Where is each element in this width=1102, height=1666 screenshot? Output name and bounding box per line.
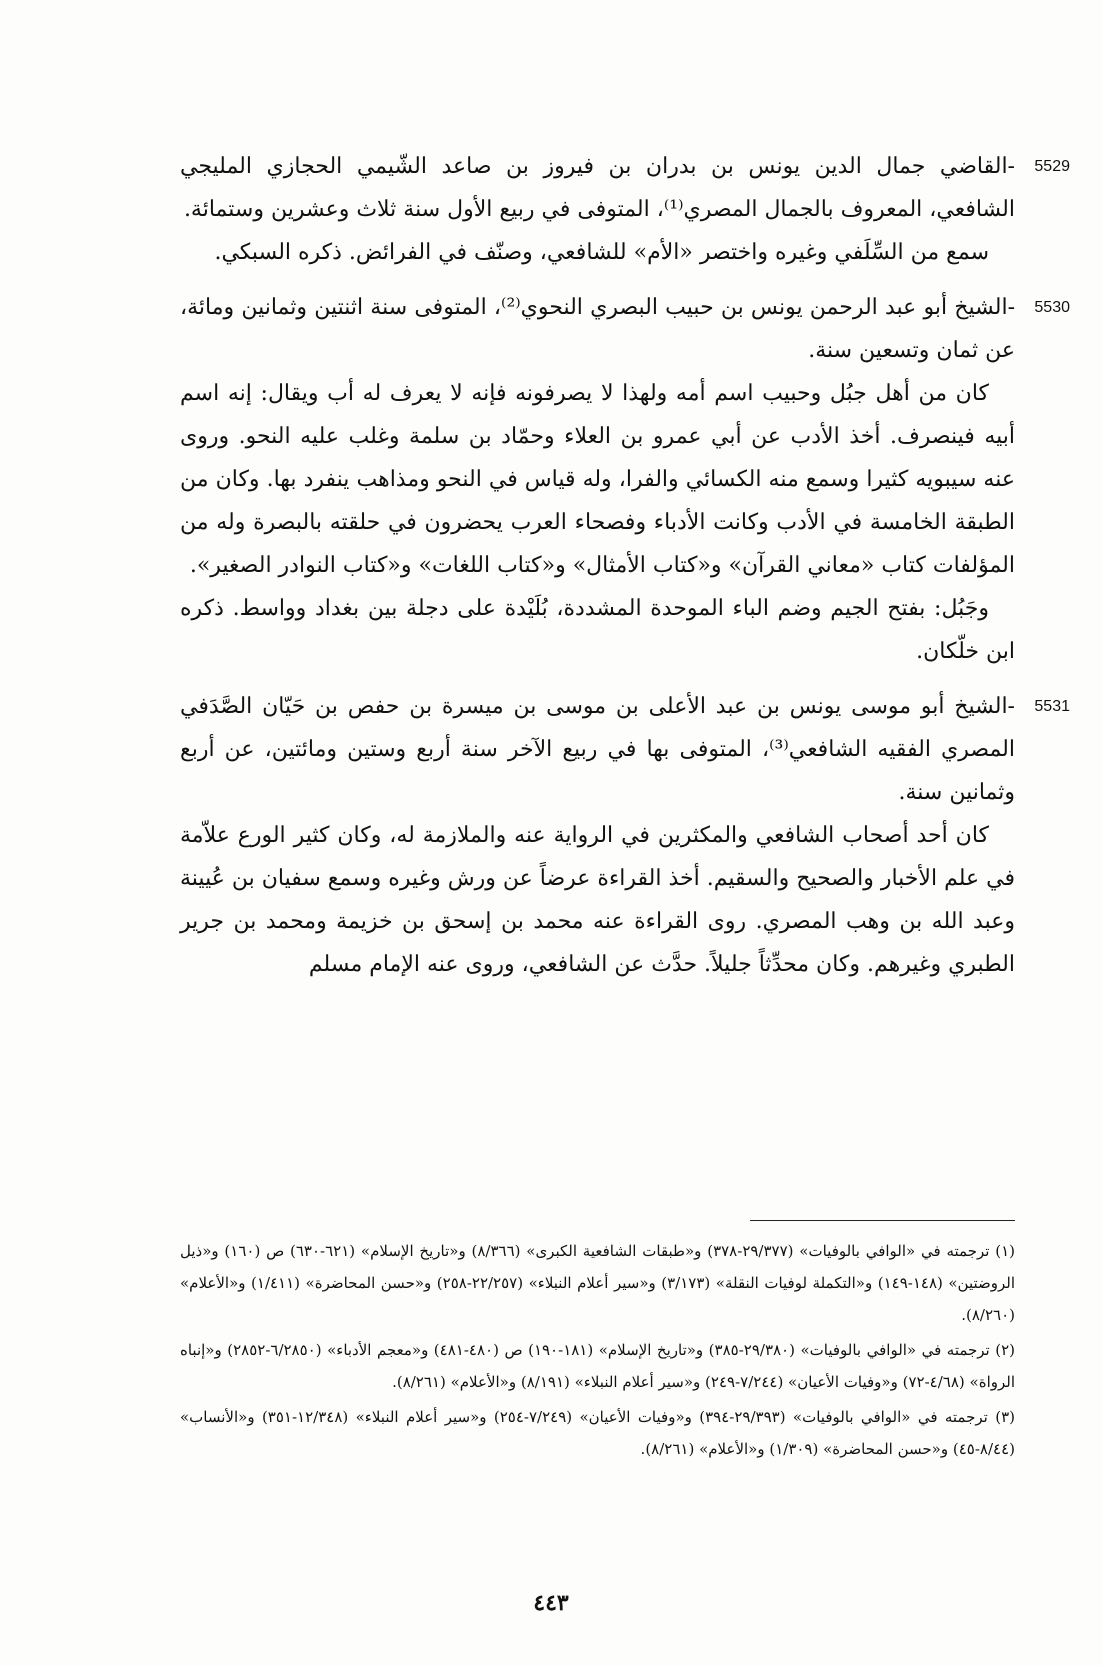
entry-paragraph: كان من أهل جبُل وحبيب اسم أمه ولهذا لا يصرفونه فإنه لا يعرف له أب ويقال: إنه اسم أبيه فينصرف. أخذ الأدب عن أبي عمرو بن العلاء وحمّاد بن سلمة وغلب عليه النحو. وروى عنه سيبويه كثيرا وسمع منه الكسائي والفرا، وله قياس في النحو ومذاهب ينفرد بها. وكان من الطبقة الخامسة في الأدب وكانت الأدباء وفصحاء العرب يحضرون في حلقته بالبصرة وله من المؤلفات كتاب «معاني القرآن» و«كتاب الأمثال» و«كتاب اللغات» و«كتاب النوادر الصغير». bbox=[180, 381, 1015, 578]
footnotes bbox=[180, 1235, 1015, 1468]
footnote-3: (٣) ترجمته في «الوافي بالوفيات» (٢٩/٣٩٣-٣٩٤) و«وفيات الأعيان» (٧/٢٤٩-٢٥٤) و«سير أعلام النبلاء» (١٢/٣٤٨-٣٥١) و«الأنساب» (٨/٤٤-٤٥) و«حسن المحاضرة» (١/٣٠٩) و«الأعلام» (٨/٢٦١). bbox=[180, 1408, 1015, 1458]
entry-heading bbox=[180, 145, 1070, 231]
page-number: ٤٤٣ bbox=[533, 1590, 569, 1616]
entry-5531 bbox=[180, 685, 1070, 986]
main-text bbox=[180, 145, 1070, 998]
entry-number: 5531 bbox=[1034, 698, 1070, 715]
entry-number: 5530 bbox=[1034, 299, 1070, 316]
footnote-divider bbox=[750, 1220, 1015, 1221]
footnote-2: (٢) ترجمته في «الوافي بالوفيات» (٢٩/٣٨٠-٣٨٥) و«تاريخ الإسلام» (١٨١-١٩٠) ص (٤٨٠-٤٨١) و«معجم الأدباء» (٦/٢٨٥٠-٢٨٥٢) و«إنباه الرواة» (٤/٦٨-٧٢) و«وفيات الأعيان» (٧/٢٤٤-٢٤٩) و«سير أعلام النبلاء» (٨/١٩١) و«الأعلام» (٨/٢٦١). bbox=[180, 1341, 1016, 1391]
entry-paragraph: وجَبُل: بفتح الجيم وضم الباء الموحدة المشددة، بُلَيْدة على دجلة بين بغداد وواسط. ذكره ابن خلّكان. bbox=[180, 596, 1015, 664]
entry-5530 bbox=[180, 286, 1070, 673]
entry-heading-text: -الشيخ أبو موسى يونس بن عبد الأعلى بن موسى بن ميسرة بن حفص بن حَيّان الصَّدَفي المصري الفقيه الشافعي⁽³⁾، المتوفى بها في ربيع الآخر سنة أربع وستين ومائتين، عن أربع وثمانين سنة. bbox=[180, 694, 1015, 805]
entry-5529 bbox=[180, 145, 1070, 274]
entry-paragraph: كان أحد أصحاب الشافعي والمكثرين في الرواية عنه والملازمة له، وكان كثير الورع علاّمة في علم الأخبار والصحيح والسقيم. أخذ القراءة عرضاً عن ورش وغيره وسمع سفيان بن عُيينة وعبد الله بن وهب المصري. روى القراءة عنه محمد بن إسحق بن خزيمة ومحمد بن جرير الطبري وغيرهم. وكان محدِّثاً جليلاً. حدَّث عن الشافعي، وروى عنه الإمام مسلم bbox=[180, 823, 1015, 977]
entry-heading bbox=[180, 685, 1070, 814]
footnote-1: (١) ترجمته في «الوافي بالوفيات» (٢٩/٣٧٧-٣٧٨) و«طبقات الشافعية الكبرى» (٨/٣٦٦) و«تاريخ الإسلام» (٦٢١-٦٣٠) ص (١٦٠) و«ذيل الروضتين» (١٤٨-١٤٩) و«التكملة لوفيات النقلة» (٣/١٧٣) و«سير أعلام النبلاء» (٢٢/٢٥٧-٢٥٨) و«حسن المحاضرة» (١/٤١١) و«الأعلام» (٨/٢٦٠). bbox=[180, 1242, 1016, 1324]
entry-heading bbox=[180, 286, 1070, 372]
entry-paragraph: سمع من السِّلَفي وغيره واختصر «الأم» للشافعي، وصنّف في الفرائض. ذكره السبكي. bbox=[214, 240, 989, 265]
entry-number: 5529 bbox=[1034, 158, 1070, 175]
entry-heading-text: -القاضي جمال الدين يونس بن بدران بن فيروز بن صاعد الشّيمي الحجازي المليجي الشافعي، المعروف بالجمال المصري⁽¹⁾، المتوفى في ربيع الأول سنة ثلاث وعشرين وستمائة. bbox=[180, 154, 1015, 222]
entry-heading-text: -الشيخ أبو عبد الرحمن يونس بن حبيب البصري النحوي⁽²⁾، المتوفى سنة اثنتين وثمانين ومائة، عن ثمان وتسعين سنة. bbox=[180, 295, 1015, 363]
